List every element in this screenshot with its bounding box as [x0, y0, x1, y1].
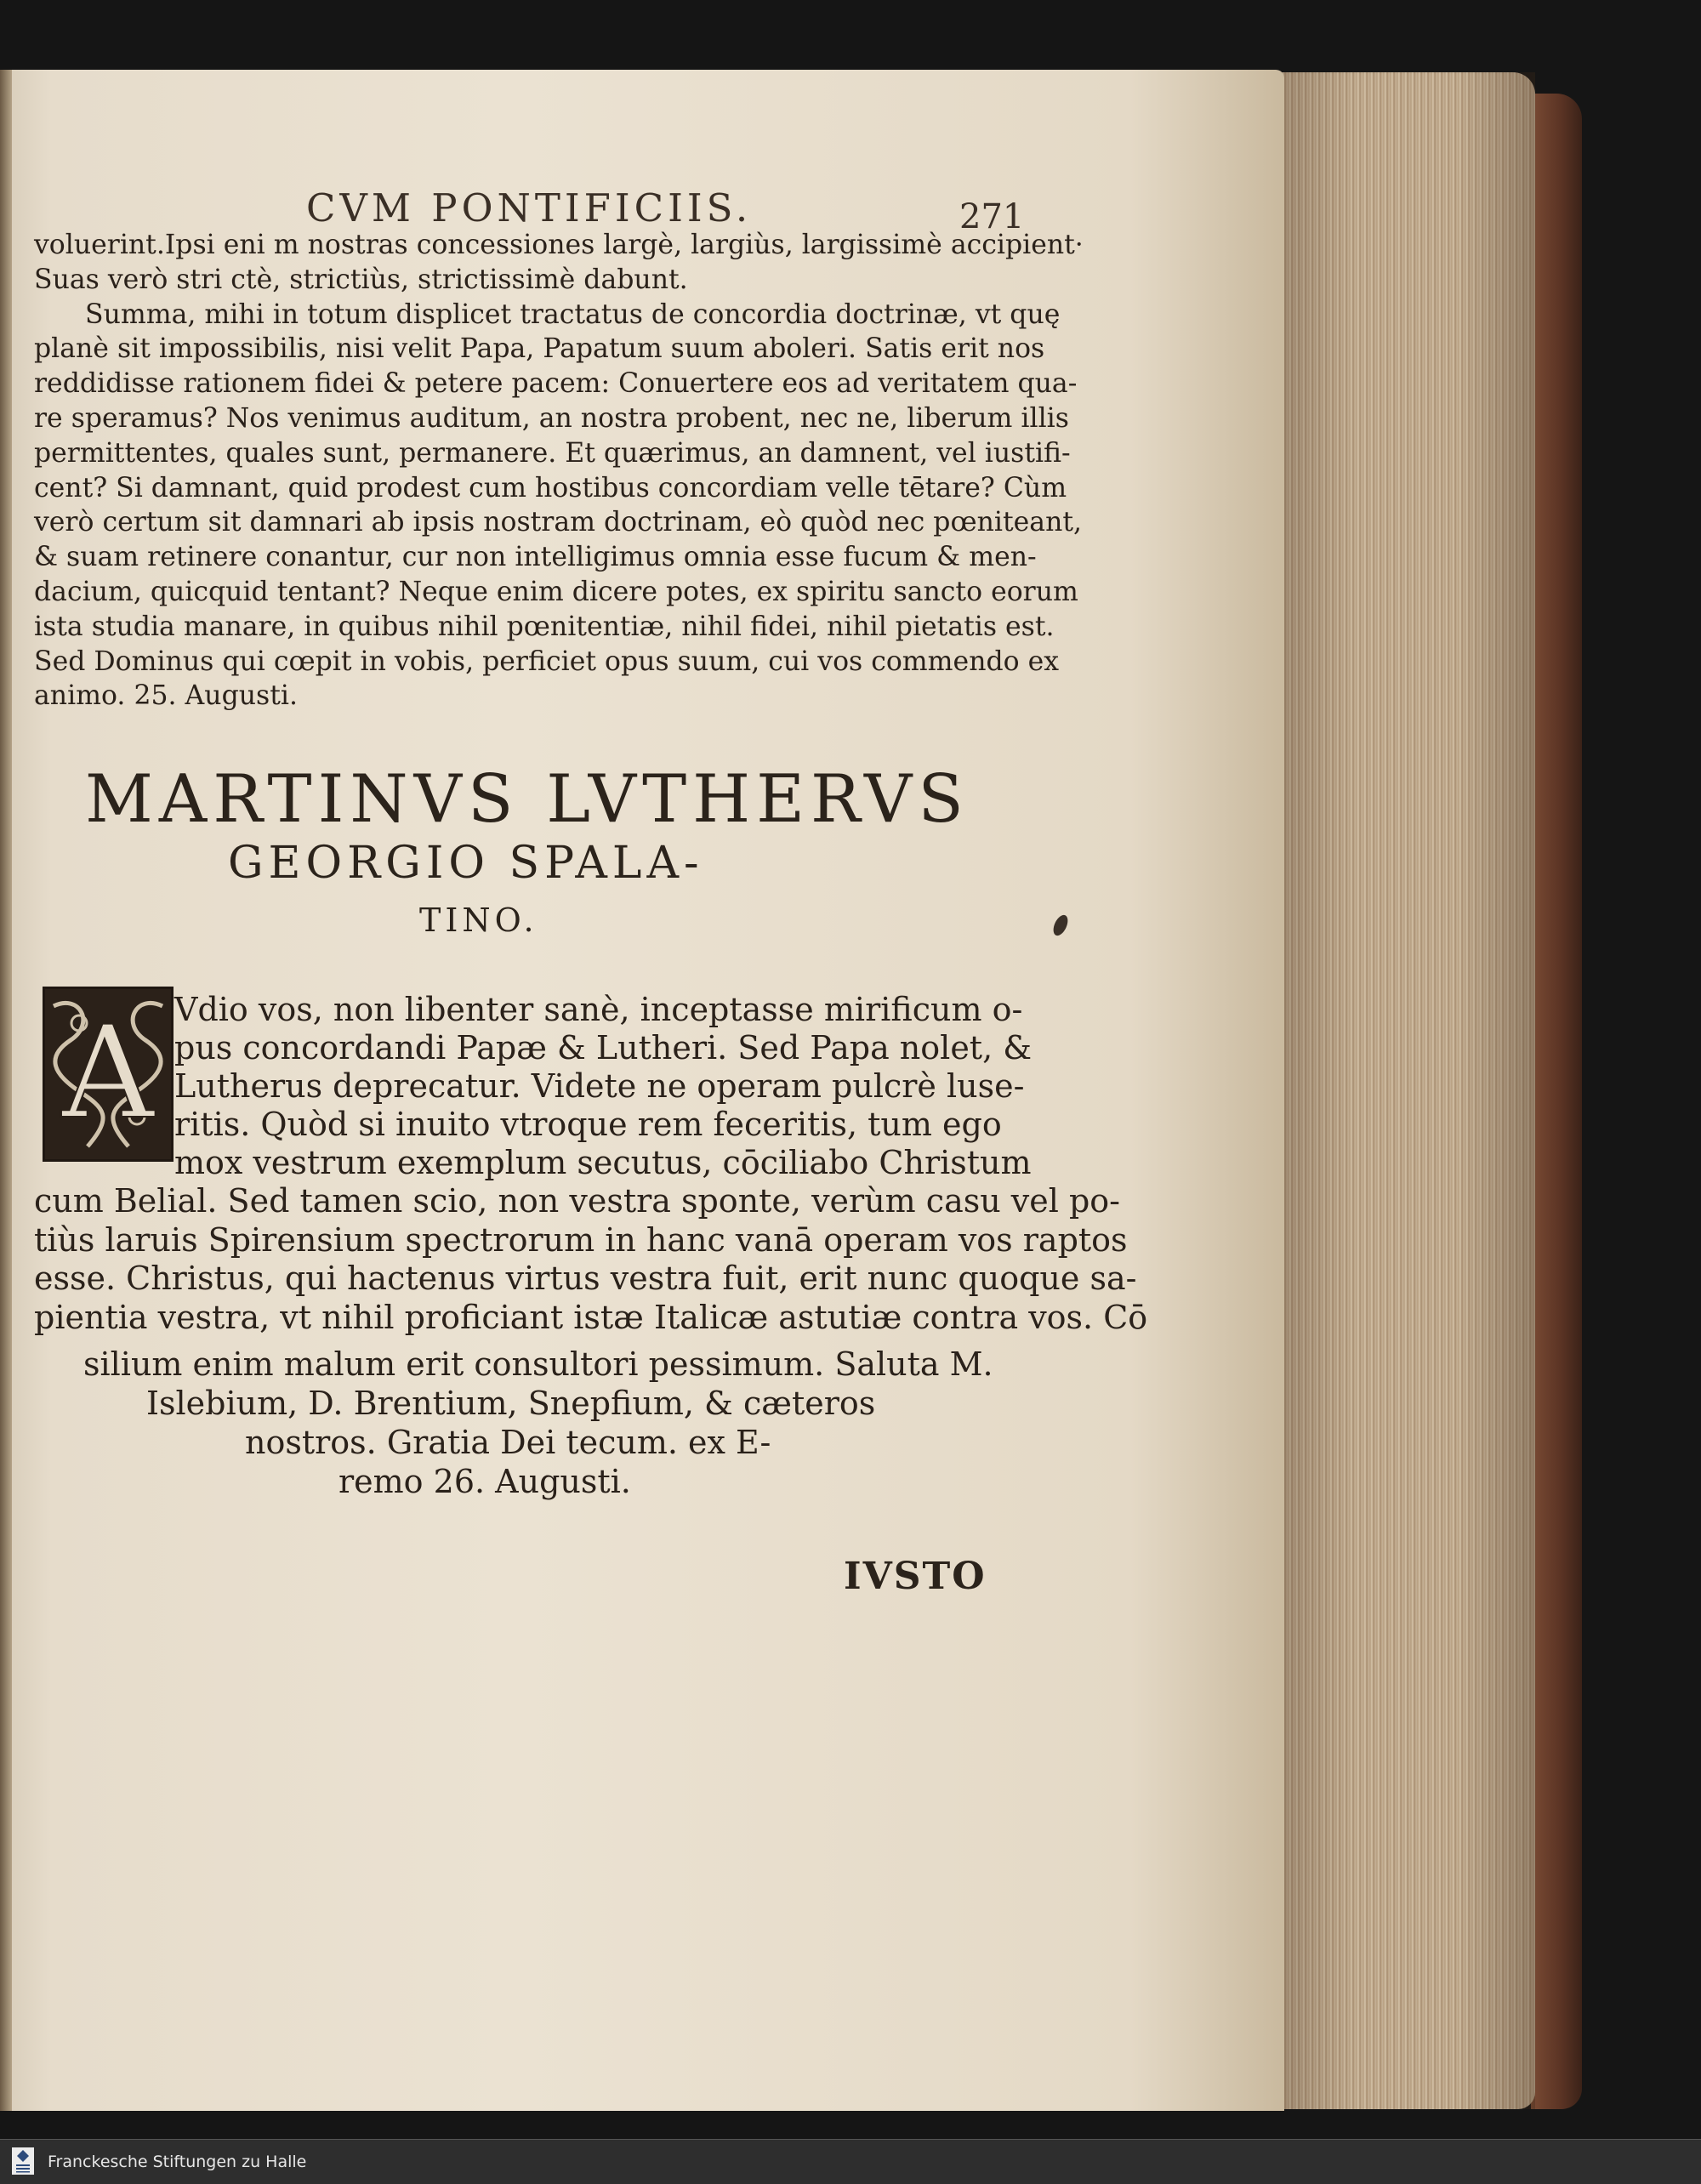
text-line: esse. Christus, qui hactenus virtus vestra fuit, erit nunc quoque sa-: [34, 1260, 1137, 1297]
text-line: Vdio vos, non libenter sanè, inceptasse mirificum o-: [174, 991, 1023, 1028]
footer-institution-link[interactable]: Franckesche Stiftungen zu Halle: [48, 2153, 307, 2171]
text-line: voluerint.Ipsi eni m nostras concessiones largè, largiùs, largissimè accipient·: [34, 230, 1084, 260]
fore-edge-shading: [1280, 72, 1535, 2109]
letter-tail-line: remo 26. Augusti.: [338, 1463, 631, 1500]
text-line: Lutherus deprecatur. Videte ne operam pulcrè luse-: [174, 1067, 1025, 1105]
letter-tail-line: Islebium, D. Brentium, Snepfium, & cæteros: [146, 1385, 876, 1422]
text-line: Summa, mihi in totum displicet tractatus de concordia doctrinæ, vt quę: [85, 299, 1061, 330]
letter-body-full: [34, 1182, 1148, 1337]
text-line: planè sit impossibilis, nisi velit Papa, Papatum suum aboleri. Satis erit nos: [34, 333, 1045, 365]
catchword: IVSTO: [844, 1555, 987, 1598]
francke-foundation-logo-icon: [12, 2147, 34, 2175]
text-line: pientia vestra, vt nihil proficiant istæ Italicæ astutiæ contra vos. Cō: [34, 1298, 1148, 1336]
text-line: cum Belial. Sed tamen scio, non vestra sponte, verùm casu vel po-: [34, 1182, 1121, 1220]
text-line: reddidisse rationem fidei & petere pacem: Conuertere eos ad veritatem qua-: [34, 368, 1078, 400]
text-line: ista studia manare, in quibus nihil pœnitentiæ, nihil fidei, nihil pietatis est.: [34, 611, 1055, 642]
text-line: tiùs laruis Spirensium spectrorum in hanc vanā operam vos raptos: [34, 1220, 1128, 1259]
letter-tail-line: silium enim malum erit consultori pessimum. Saluta M.: [83, 1345, 993, 1383]
initial-letter: A: [61, 999, 155, 1147]
letter-heading-line-1: MARTINVS LVTHERVS: [85, 761, 970, 838]
previous-letter-text: [34, 228, 1084, 714]
decorated-initial-icon: [43, 987, 174, 1162]
text-line: dacium, quicquid tentant? Neque enim dicere potes, ex spiritu sancto eorum: [34, 576, 1078, 607]
text-line: verò certum sit damnari ab ipsis nostram doctrinam, eò quòd nec pœniteant,: [34, 507, 1083, 538]
text-line: ritis. Quòd si inuito vtroque rem feceritis, tum ego: [174, 1106, 1002, 1143]
text-line: cent? Si damnant, quid prodest cum hostibus concordiam velle tētare? Cùm: [34, 472, 1067, 503]
text-line: permittentes, quales sunt, permanere. Et quærimus, an damnent, vel iustifi-: [34, 437, 1071, 469]
letter-body-indented: [174, 991, 1033, 1182]
text-line: & suam retinere conantur, cur non intelligimus omnia esse fucum & men-: [34, 542, 1037, 573]
page-gutter: [0, 70, 12, 2111]
text-line: Suas verò stri ctè, strictiùs, strictissimè dabunt.: [34, 264, 688, 295]
letter-heading-line-3: TINO.: [419, 901, 538, 939]
page-number: 271: [959, 197, 1025, 236]
book-cover-edge: [1531, 94, 1582, 2109]
letter-tail-line: nostros. Gratia Dei tecum. ex E-: [245, 1424, 771, 1461]
text-line: animo. 25. Augusti.: [34, 680, 298, 712]
text-line: pus concordandi Papæ & Lutheri. Sed Papa nolet, &: [174, 1029, 1033, 1066]
text-line: mox vestrum exemplum secutus, cōciliabo Christum: [174, 1144, 1032, 1181]
letter-heading-line-2: GEORGIO SPALA-: [228, 838, 704, 889]
running-head: CVM PONTIFICIIS.: [306, 185, 753, 230]
text-line: re speramus? Nos venimus auditum, an nostra probent, nec ne, liberum illis: [34, 402, 1069, 434]
text-line: Sed Dominus qui cœpit in vobis, perficiet opus suum, cui vos commendo ex: [34, 646, 1060, 677]
